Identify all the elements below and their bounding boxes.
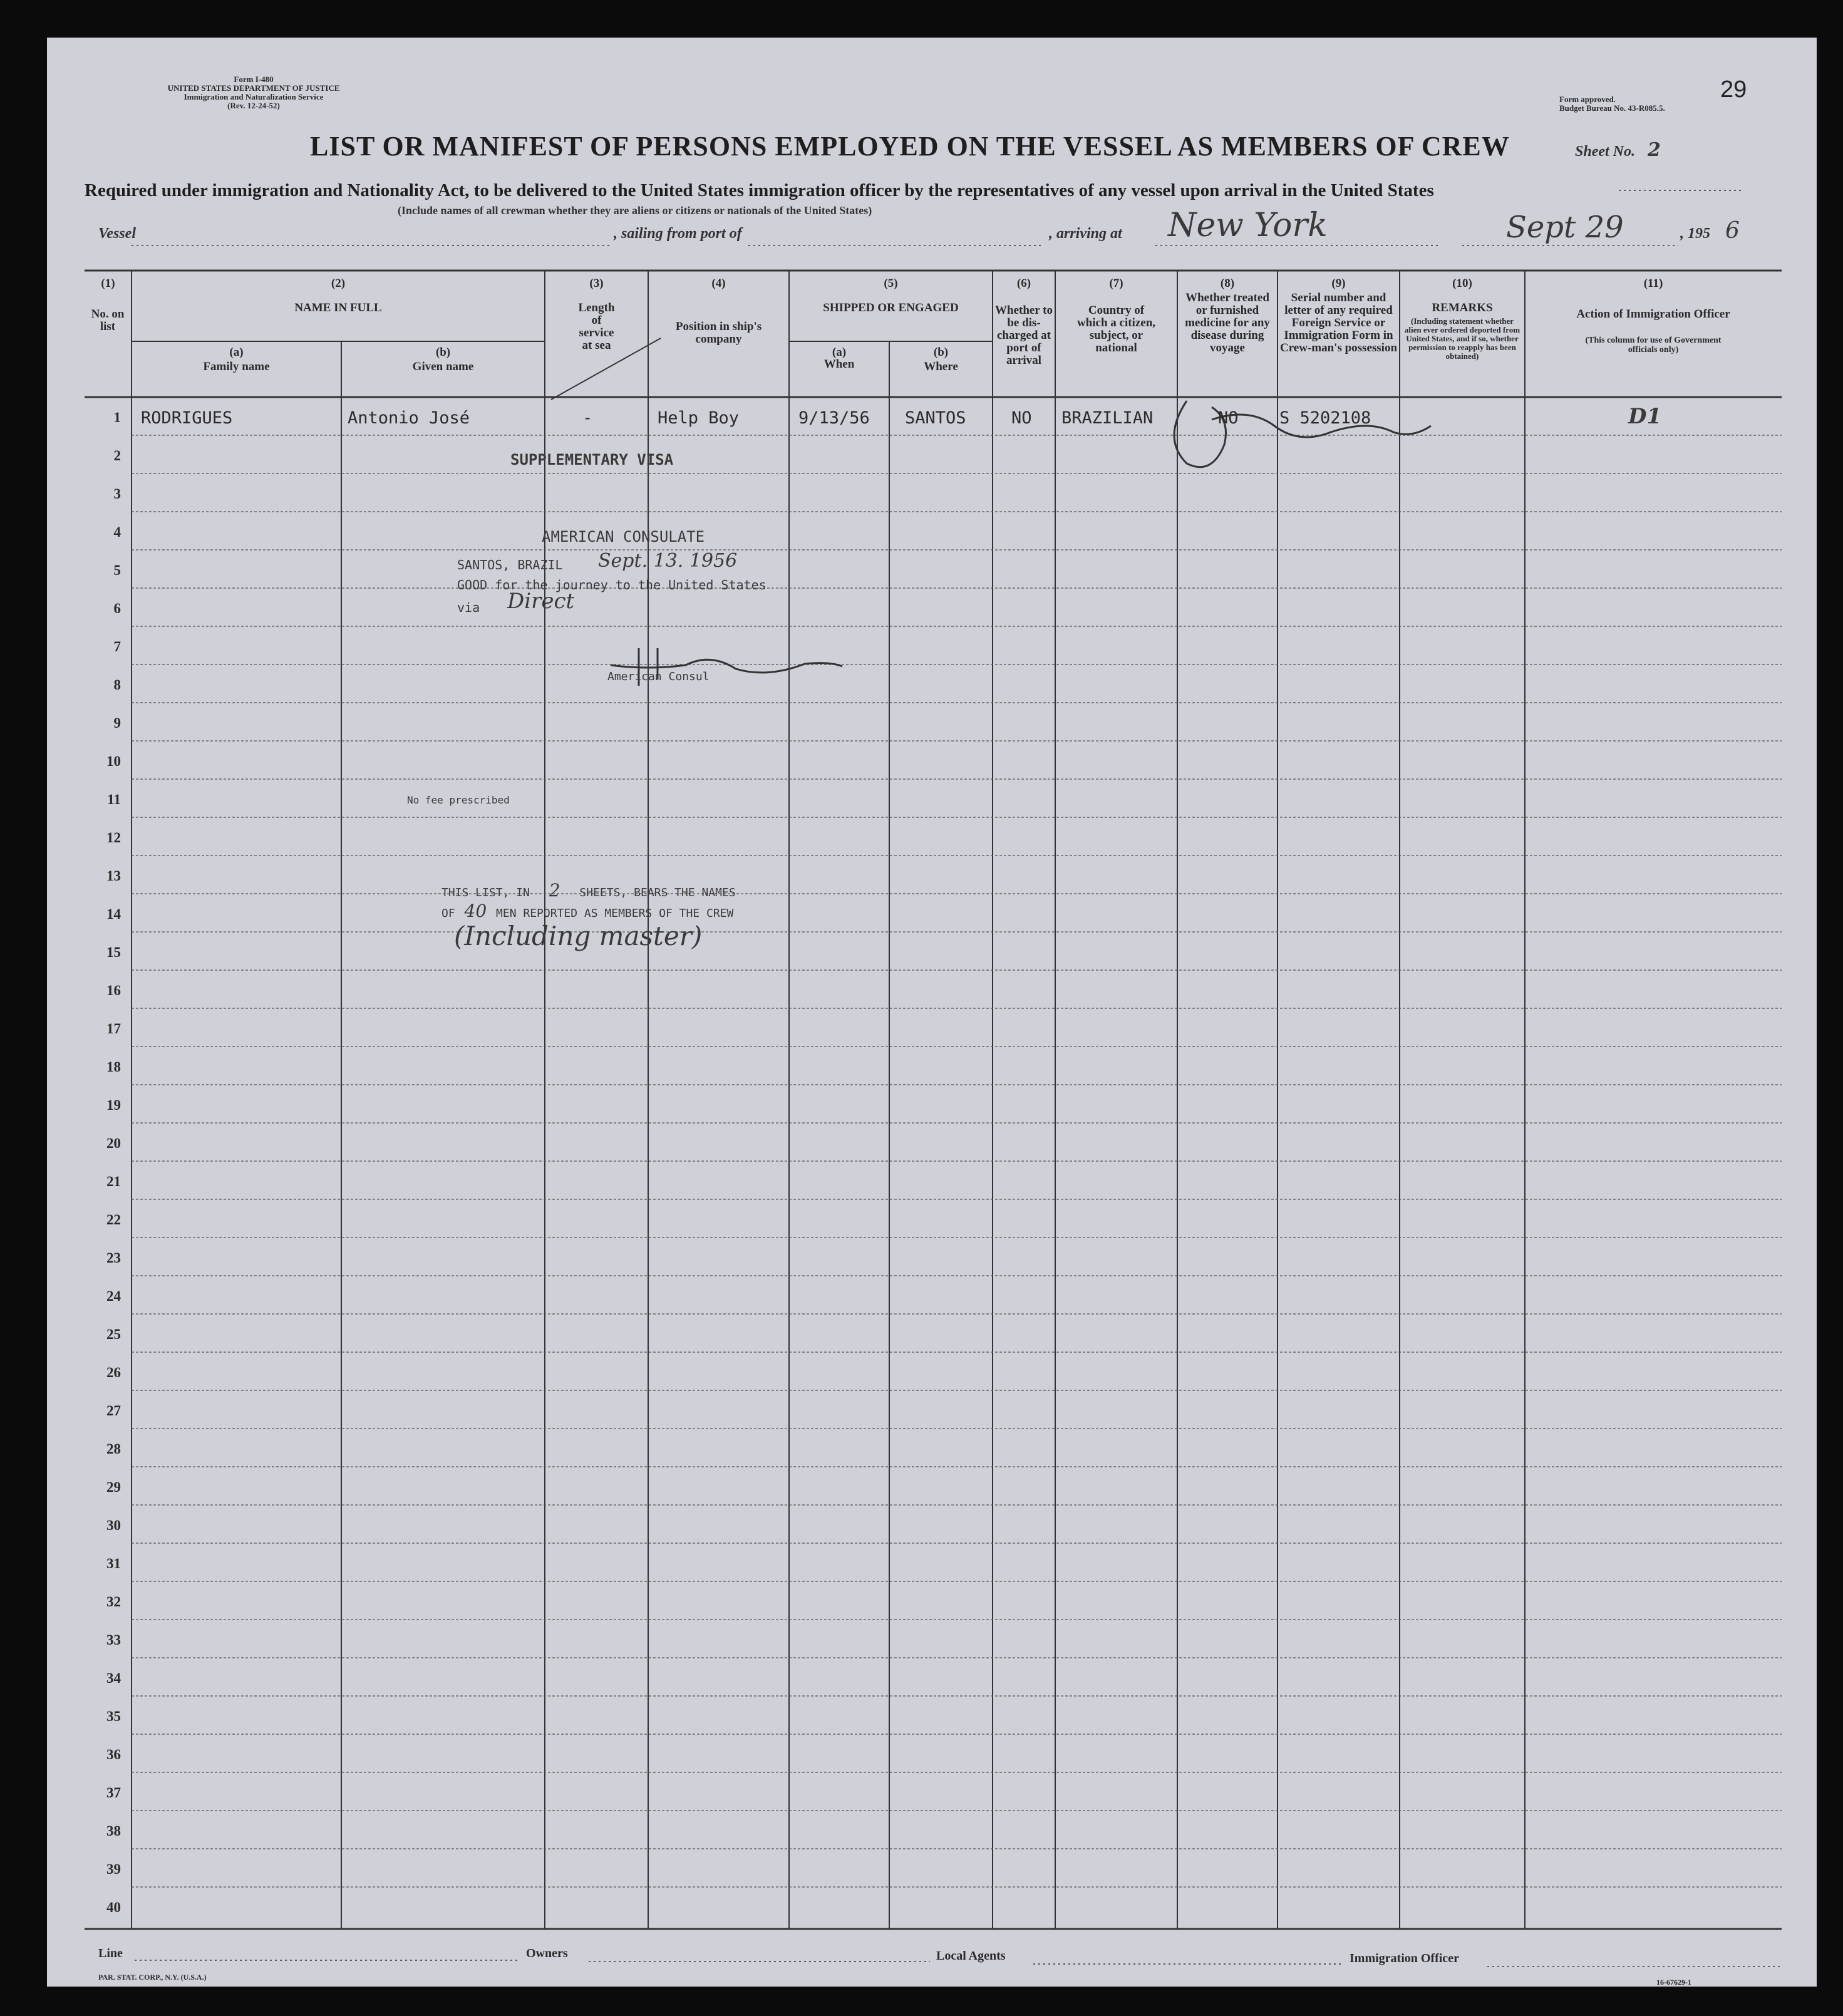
list-line-2-a: OF bbox=[441, 907, 455, 920]
including-master-note: (Including master) bbox=[454, 921, 703, 951]
col5-num: (5) bbox=[884, 277, 898, 290]
row-number: 16 bbox=[106, 983, 121, 998]
col5b-label: Where bbox=[924, 360, 958, 373]
col10-note: (Including statement whether alien ever ordered deported from United States, and if so, whether permission to reapply has been obtained) bbox=[1404, 316, 1520, 361]
row-number: 10 bbox=[106, 753, 121, 769]
department-name: UNITED STATES DEPARTMENT OF JUSTICE bbox=[167, 83, 340, 93]
col7-label: Country of which a citizen, subject, or national bbox=[1076, 304, 1156, 354]
col4-label: Position in ship's company bbox=[675, 320, 762, 346]
row-number: 22 bbox=[106, 1212, 121, 1228]
footer-line-label: Line bbox=[98, 1946, 123, 1960]
row-number: 13 bbox=[106, 868, 121, 884]
footer-owners-label: Owners bbox=[526, 1946, 568, 1960]
row-number: 8 bbox=[113, 677, 121, 693]
col2-label: NAME IN FULL bbox=[294, 301, 382, 314]
entry-country: BRAZILIAN bbox=[1061, 408, 1154, 428]
row-number: 38 bbox=[106, 1823, 121, 1839]
budget-bureau: Budget Bureau No. 43-R085.5. bbox=[1559, 103, 1665, 113]
col3-label: Length of service at sea bbox=[578, 301, 615, 352]
col8-label: Whether treated or furnished medicine for any disease during voyage bbox=[1185, 291, 1270, 354]
via-value: Direct bbox=[507, 589, 575, 614]
row-number: 28 bbox=[106, 1441, 121, 1457]
include-line: (Include names of all crewman whether they are aliens or citizens or nationals of the United States) bbox=[398, 204, 872, 217]
entry-family-name: RODRIGUES bbox=[141, 408, 233, 428]
row-number: 26 bbox=[106, 1365, 121, 1380]
manifest-paper bbox=[47, 38, 1817, 1987]
row-number: 4 bbox=[113, 524, 121, 540]
row-number: 20 bbox=[106, 1135, 121, 1151]
col1-num: (1) bbox=[101, 277, 115, 290]
required-line: Required under immigration and Nationality Act, to be delivered to the United States immigration officer by the representatives of any vessel upon arrival in the United States bbox=[85, 180, 1434, 200]
row-number: 1 bbox=[113, 410, 121, 425]
row-number: 18 bbox=[106, 1059, 121, 1075]
good-for-stamp: GOOD for the journey to the United States bbox=[457, 577, 767, 592]
santos-stamp: SANTOS, BRAZIL bbox=[457, 557, 563, 572]
col8-num: (8) bbox=[1220, 277, 1235, 290]
entry-shipped-when: 9/13/56 bbox=[798, 408, 870, 428]
list-sheets-count: 2 bbox=[549, 880, 560, 901]
col7-num: (7) bbox=[1109, 277, 1123, 290]
col5a-num: (a) bbox=[832, 346, 847, 359]
arriving-label: , arriving at bbox=[1049, 225, 1122, 242]
consul-stamp: American Consul bbox=[607, 670, 710, 683]
row-number: 15 bbox=[106, 944, 121, 960]
col2b-num: (b) bbox=[435, 346, 451, 359]
service-name: Immigration and Naturalization Service bbox=[183, 92, 324, 101]
col1-label: No. on list bbox=[91, 308, 125, 333]
col5a-label: When bbox=[823, 358, 855, 371]
row-number: 39 bbox=[106, 1861, 121, 1877]
list-men-count: 40 bbox=[464, 901, 487, 921]
via-stamp: via bbox=[457, 600, 480, 615]
entry-discharged: NO bbox=[1011, 408, 1032, 428]
entry-length-service: - bbox=[582, 408, 593, 428]
col9-label: Serial number and letter of any required Foreign Service or Immigration Form in Crew-man's possession bbox=[1279, 291, 1398, 354]
row-number: 14 bbox=[106, 906, 121, 922]
col2a-label: Family name bbox=[203, 360, 270, 373]
row-number: 27 bbox=[106, 1403, 121, 1419]
col11-num: (11) bbox=[1643, 277, 1663, 290]
year-prefix: , 195 bbox=[1680, 225, 1710, 242]
row-number: 36 bbox=[106, 1747, 121, 1762]
row-number: 40 bbox=[106, 1900, 121, 1915]
col9-num: (9) bbox=[1331, 277, 1346, 290]
row-number: 21 bbox=[106, 1174, 121, 1189]
row-number: 34 bbox=[106, 1670, 121, 1686]
list-line-2-b: MEN REPORTED AS MEMBERS OF THE CREW bbox=[496, 907, 734, 920]
row-number: 3 bbox=[113, 486, 121, 502]
col3-num: (3) bbox=[589, 277, 604, 290]
row-number: 17 bbox=[106, 1021, 121, 1036]
row-number: 7 bbox=[113, 639, 121, 654]
list-line-1 bbox=[441, 880, 736, 901]
row-number: 12 bbox=[106, 830, 121, 845]
entry-given-name: Antonio José bbox=[348, 408, 470, 428]
col2b-label: Given name bbox=[412, 360, 474, 373]
footer-printer: PAR. STAT. CORP., N.Y. (U.S.A.) bbox=[98, 1973, 207, 1982]
row-number: 9 bbox=[113, 715, 121, 731]
form-number: Form I-480 bbox=[234, 75, 274, 84]
col2-num: (2) bbox=[331, 277, 346, 290]
row-number: 2 bbox=[113, 448, 121, 463]
sheet-value: 2 bbox=[1648, 139, 1661, 161]
supplementary-visa-stamp: SUPPLEMENTARY VISA bbox=[510, 451, 674, 468]
year-suffix: 6 bbox=[1725, 218, 1740, 244]
row-number: 19 bbox=[106, 1097, 121, 1113]
row-number: 32 bbox=[106, 1594, 121, 1610]
col5-label: SHIPPED OR ENGAGED bbox=[823, 301, 959, 314]
row-number: 31 bbox=[106, 1556, 121, 1571]
revision-date: (Rev. 12-24-52) bbox=[227, 101, 280, 110]
footer-code: 16-67629-1 bbox=[1656, 1978, 1691, 1987]
row-number: 35 bbox=[106, 1708, 121, 1724]
col10-num: (10) bbox=[1452, 277, 1472, 290]
row-number: 30 bbox=[106, 1517, 121, 1533]
table-grid bbox=[47, 38, 1817, 1987]
sailing-label: , sailing from port of bbox=[614, 225, 742, 242]
list-line-1-b: SHEETS, BEARS THE NAMES bbox=[579, 886, 736, 899]
list-line-1-a: THIS LIST, IN bbox=[441, 886, 530, 899]
page-number: 29 bbox=[1720, 76, 1747, 103]
entry-action: D1 bbox=[1628, 404, 1662, 429]
col11-note: (This column for use of Government officials only) bbox=[1585, 336, 1722, 354]
col6-num: (6) bbox=[1016, 277, 1031, 290]
row-number: 5 bbox=[113, 562, 121, 578]
col5b-num: (b) bbox=[933, 346, 949, 359]
consulate-stamp: AMERICAN CONSULATE bbox=[542, 528, 705, 545]
row-number: 37 bbox=[106, 1785, 121, 1801]
entry-shipped-where: SANTOS bbox=[905, 408, 966, 428]
row-number: 11 bbox=[107, 792, 121, 807]
col6-label: Whether to be dis-charged at port of arrival bbox=[995, 304, 1053, 367]
form-approved: Form approved. bbox=[1559, 95, 1616, 104]
entry-serial: S 5202108 bbox=[1279, 408, 1371, 428]
vessel-label: Vessel bbox=[98, 225, 136, 242]
page-title: LIST OR MANIFEST OF PERSONS EMPLOYED ON THE VESSEL AS MEMBERS OF CREW bbox=[310, 131, 1510, 162]
col10-label: REMARKS bbox=[1432, 301, 1493, 314]
col4-num: (4) bbox=[711, 277, 726, 290]
row-number: 25 bbox=[106, 1326, 121, 1342]
entry-medicine: NO bbox=[1218, 408, 1239, 428]
row-number: 24 bbox=[106, 1288, 121, 1304]
entry-position: Help Boy bbox=[658, 408, 740, 428]
row-number: 6 bbox=[113, 601, 121, 616]
arriving-value: New York bbox=[1168, 207, 1328, 244]
footer-agents-label: Local Agents bbox=[936, 1949, 1006, 1963]
footer-officer-label: Immigration Officer bbox=[1350, 1951, 1459, 1965]
col2a-num: (a) bbox=[229, 346, 244, 359]
sheet-label: Sheet No. bbox=[1575, 143, 1635, 160]
santos-date: Sept. 13. 1956 bbox=[598, 550, 738, 572]
list-line-2 bbox=[441, 901, 733, 921]
no-fee-stamp: No fee prescribed bbox=[407, 794, 510, 806]
col11-label: Action of Immigration Officer bbox=[1576, 308, 1730, 321]
date-value: Sept 29 bbox=[1506, 210, 1624, 245]
row-number: 23 bbox=[106, 1250, 121, 1266]
row-number: 33 bbox=[106, 1632, 121, 1648]
row-number: 29 bbox=[106, 1479, 121, 1495]
